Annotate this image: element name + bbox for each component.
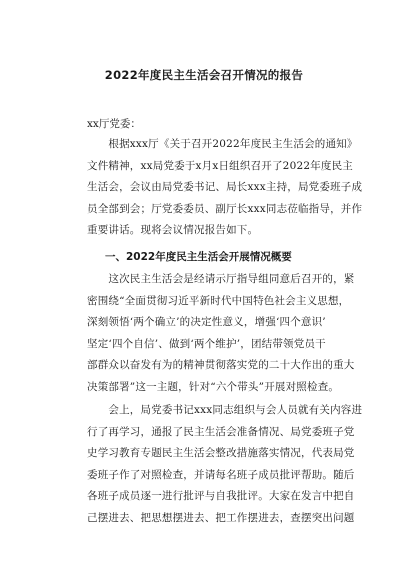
paragraph-line: 部群众以奋发有为的精神贯彻落实党的二十大作出的重大 <box>87 359 355 372</box>
paragraph-2 <box>87 269 355 399</box>
paragraph-line: 史学习教育专题民主生活会整改措施落实情况，代表局党 <box>87 447 355 460</box>
paragraph-line: 员全部到会；厅党委委员、副厅长xxx同志莅临指导，并作 <box>87 202 363 215</box>
paragraph-line: 委班子作了对照检查，并请每名班子成员批评帮助。随后 <box>87 468 355 481</box>
paragraph-line: 行了再学习，通报了民主生活会准备情况、局党委班子党 <box>87 425 355 438</box>
paragraph-line: 这次民主生活会是经请示厅指导组同意后召开的，紧 <box>87 273 355 285</box>
paragraph-line: 坚定‘四个自信’、做到‘两个维护’，团结带领党员干 <box>87 337 326 350</box>
paragraph-line: 根据xxx厅《关于召开2022年度民主生活会的通知》 <box>87 138 358 150</box>
paragraph-line: 生活会，会议由局党委书记、局长xxx主持，局党委班子成 <box>87 181 363 194</box>
paragraph-line: 重要讲话。现将会议情况报告如下。 <box>87 224 259 237</box>
paragraph-line: 深刻领悟‘两个确立’的决定性意义，增强‘四个意识’ <box>87 316 326 329</box>
paragraph-line: 会上，局党委书记xxx同志组织与会人员就有关内容进 <box>87 404 363 416</box>
section-heading: 一、2022年度民主生活会开展情况概要 <box>105 251 292 263</box>
salutation: xx厅党委： <box>87 118 141 130</box>
paragraph-1 <box>87 134 363 242</box>
document-title: 2022年度民主生活会召开情况的报告 <box>104 68 304 82</box>
paragraph-line: 密围绕“全面贯彻习近平新时代中国特色社会主义思想， <box>87 294 350 307</box>
paragraph-3 <box>87 400 363 530</box>
paragraph-line: 决策部署”这一主题，针对“六个带头”开展对照检查。 <box>87 380 340 393</box>
paragraph-line: 文件精神，xx局党委于x月x日组织召开了2022年度民主 <box>87 159 354 172</box>
paragraph-line: 各班子成员逐一进行批评与自我批评。大家在发言中把自 <box>87 490 355 503</box>
paragraph-line: 己摆进去、把思想摆进去、把工作摆进去，查摆突出问题 <box>87 511 355 524</box>
